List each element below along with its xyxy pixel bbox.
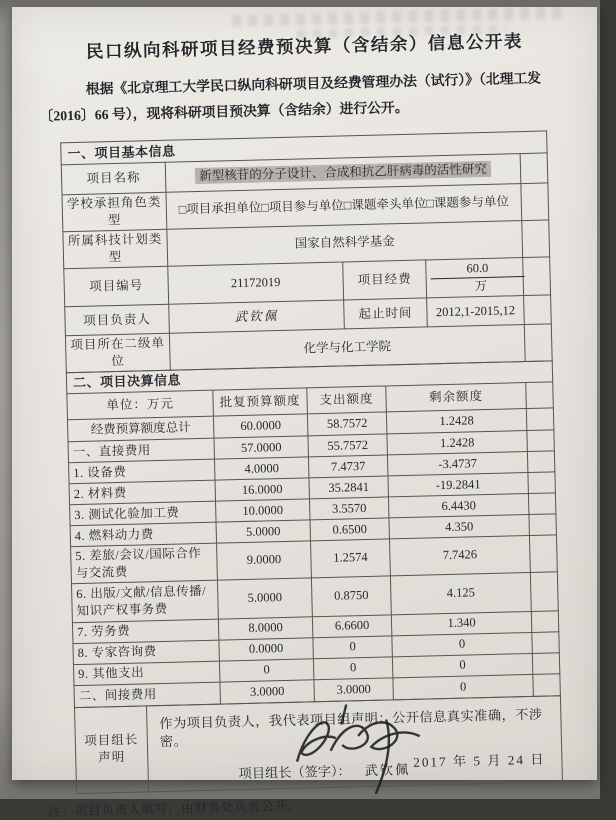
sign-date: 2017 年 5 月 24 日: [413, 751, 546, 770]
spacer-cell: [527, 451, 555, 473]
sign-label: 项目组长（签字）：: [238, 763, 351, 781]
remain-cell: 7.7426: [389, 535, 530, 575]
spacer-cell: [524, 324, 552, 361]
row-label: 5. 差旅/会议/国际合作与交流费: [71, 543, 218, 583]
fund-value: 60.0: [430, 259, 524, 280]
row-label: 7. 劳务费: [72, 619, 218, 644]
spacer-cell: [528, 493, 556, 515]
row-label: 6. 出版/文献/信息传播/知识产权事务费: [71, 580, 218, 623]
spacer-cell: [532, 632, 560, 654]
spacer-cell: [532, 653, 560, 675]
dept-label: 项目所在二级单位: [65, 333, 170, 372]
spacer-cell: [529, 514, 557, 536]
row-label: 8. 专家咨询费: [73, 640, 219, 665]
intro-line-1: 根据《北京理工大学民口纵向科研项目及经费管理办法（试行）》（北理工发: [85, 70, 542, 97]
spacer-cell: [523, 256, 551, 295]
role-type-options: □项目承担单位□项目参与单位□课题牵头单位□课题参与单位: [166, 184, 522, 229]
statement-table: [74, 695, 563, 794]
budget-cell: 8.0000: [218, 617, 312, 640]
row-label: 2. 材料费: [69, 480, 215, 505]
row-label: 一、直接费用: [68, 438, 214, 463]
budget-cell: 3.0000: [220, 680, 315, 704]
intro-paragraph: [39, 65, 569, 130]
statement-row: [75, 696, 563, 794]
basic-info-section-title: 一、项目基本信息: [61, 131, 547, 165]
page-bleed-through: [232, 7, 562, 27]
budget-column-header: 批复预算额度: [213, 388, 308, 416]
budget-cell: 9.0000: [217, 541, 312, 580]
sign-name: 武钦佩: [364, 761, 411, 778]
spent-cell: 58.7572: [307, 412, 387, 436]
row-label: 经费预算额度总计: [67, 416, 213, 442]
spacer-cell: [527, 430, 555, 452]
paper-document: [12, 7, 597, 819]
row-label: 1. 设备费: [69, 459, 215, 484]
remain-cell: 4.350: [389, 514, 529, 538]
budget-cell: 60.0000: [213, 414, 308, 438]
remain-cell: -3.4737: [387, 452, 527, 476]
leader-value: 武钦佩: [169, 300, 345, 333]
remain-cell: 0: [393, 674, 533, 699]
unit-column-header: 单位：万元: [67, 390, 214, 420]
spent-cell: 3.0000: [314, 678, 394, 702]
budget-cell: 5.0000: [217, 578, 312, 619]
intro-line-2: 〔2016〕66 号），现将科研项目预决算（含结余）进行公开。: [39, 99, 409, 124]
remain-cell: 4.125: [390, 572, 531, 614]
remain-cell: 0: [392, 653, 532, 677]
statement-cell: [146, 696, 562, 792]
spacer-cell: [524, 295, 552, 325]
project-number-label: 项目编号: [64, 266, 169, 307]
fund-unit: 万: [474, 279, 488, 294]
spacer-cell: [520, 153, 548, 184]
remain-cell: 1.340: [391, 611, 531, 635]
spacer-cell: [526, 382, 554, 409]
statement-text: 作为项目负责人，我代表项目组声明：公开信息真实准确，不涉密。: [159, 706, 543, 749]
form-tables: [60, 130, 562, 793]
spent-cell: 3.5570: [309, 497, 388, 520]
decision-table: [66, 360, 561, 708]
row-label: 9. 其他支出: [73, 661, 219, 686]
period-value: 2012,1-2015,12: [427, 296, 525, 327]
remain-cell: 1.2428: [386, 409, 526, 434]
spacer-cell: [533, 674, 561, 697]
budget-cell: 4.0000: [214, 457, 308, 480]
spacer-cell: [529, 535, 557, 572]
dept-value: 化学与化工学院: [169, 325, 525, 370]
spent-cell: 0.8750: [311, 576, 391, 617]
spent-cell: 1.2574: [311, 539, 391, 578]
plan-type-value: 国家自然科学基金: [167, 220, 523, 265]
spent-column-header: 支出额度: [307, 386, 387, 414]
row-label: 二、间接费用: [74, 682, 220, 708]
spacer-cell: [526, 408, 554, 431]
remain-cell: 1.2428: [387, 431, 527, 455]
spacer-cell: [530, 572, 558, 612]
plan-type-label: 所属科技计划类型: [63, 229, 168, 268]
remain-cell: 0: [392, 632, 532, 656]
fund-value-cell: [426, 257, 524, 298]
budget-cell: 0.0000: [219, 638, 313, 661]
spent-cell: 6.6600: [312, 615, 391, 638]
period-label: 起止时间: [344, 298, 428, 329]
spent-cell: 35.2841: [309, 476, 388, 499]
statement-label: 项目组长声明: [75, 706, 149, 794]
spent-cell: 0: [313, 657, 392, 680]
basic-info-table: [60, 130, 553, 373]
row-label: 3. 测试化验加工费: [70, 501, 216, 526]
remain-column-header: 剩余额度: [386, 383, 527, 412]
highlighted-project-name: 新型核苷的分子设计、合成和抗乙肝病毒的活性研究: [196, 162, 490, 183]
budget-cell: 0: [219, 659, 313, 682]
budget-cell: 16.0000: [215, 478, 309, 501]
spent-cell: 0: [313, 636, 392, 659]
fund-label: 项目经费: [343, 259, 427, 300]
decision-section-title: 二、项目决算信息: [66, 361, 552, 394]
spacer-cell: [522, 220, 550, 257]
project-name-label: 项目名称: [61, 162, 166, 195]
budget-cell: 57.0000: [214, 436, 308, 459]
document-sheet: [11, 4, 615, 819]
row-label: 4. 燃料动力费: [70, 522, 216, 547]
page-title: 民口纵向科研项目经费预决算（含结余）信息公开表: [85, 31, 524, 62]
role-type-label: 学校承担角色类型: [62, 192, 167, 231]
spent-cell: 55.7572: [308, 434, 387, 457]
remain-cell: 6.4430: [388, 493, 528, 517]
spacer-cell: [531, 611, 559, 633]
leader-label: 项目负责人: [65, 304, 170, 336]
remain-cell: -19.2841: [388, 473, 528, 497]
project-number-value: 21172019: [168, 261, 344, 304]
spent-cell: 7.4737: [308, 455, 387, 478]
budget-cell: 10.0000: [216, 499, 310, 522]
spacer-cell: [528, 472, 556, 494]
spent-cell: 0.6500: [310, 518, 389, 541]
footnote: 注：项目负责人填写，由财务处负责公开。: [48, 798, 302, 819]
budget-cell: 5.0000: [216, 520, 310, 543]
spacer-cell: [521, 183, 549, 220]
